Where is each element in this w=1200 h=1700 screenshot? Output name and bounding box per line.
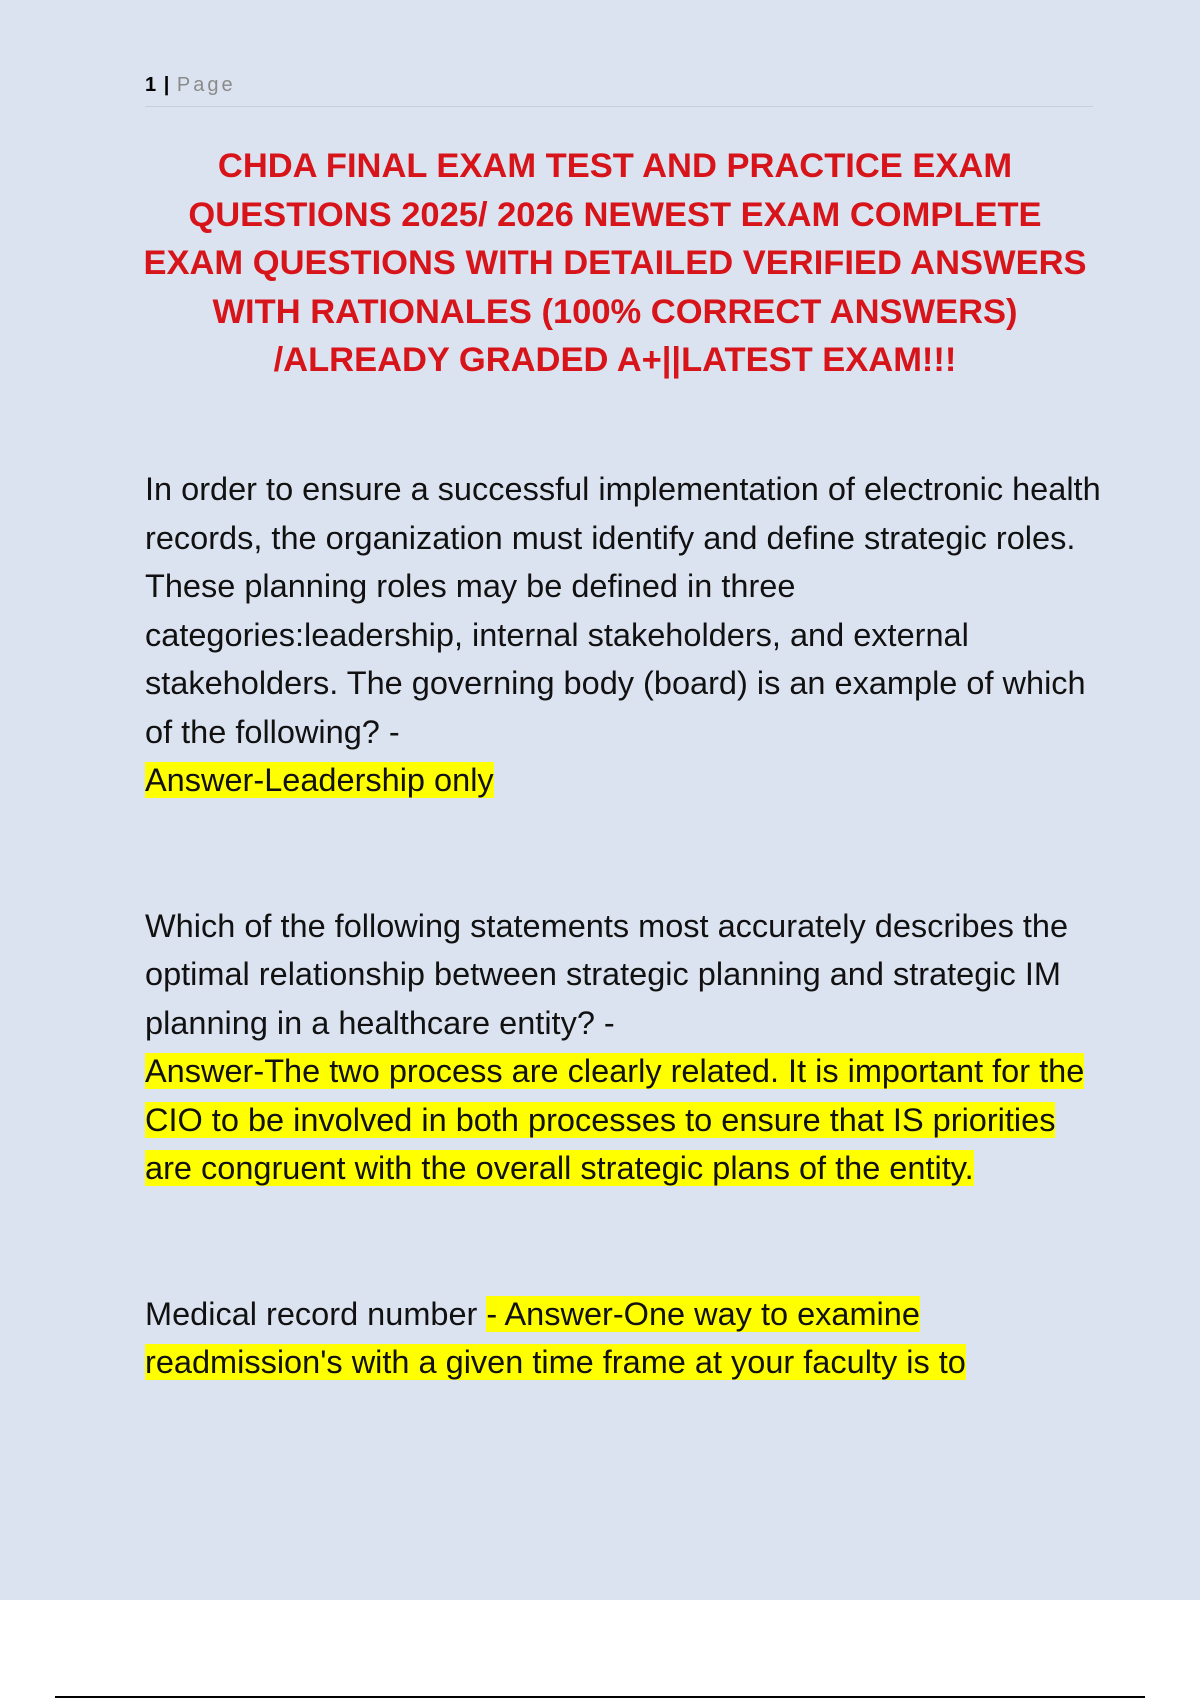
document-title: CHDA FINAL EXAM TEST AND PRACTICE EXAM QUESTIONS 2025/ 2026 NEWEST EXAM COMPLETE EXAM QUESTIONS WITH DETAILED VERIFIED ANSWERS WITH RATIONALES (100% CORRECT ANSWERS) /ALREADY GRADED A+||LATEST EXAM!!! — [143, 147, 1087, 379]
page-number: 1 — [145, 74, 158, 96]
header-divider — [145, 106, 1093, 107]
answer-highlight: - Answer-One way to examine readmission's with a given time frame at your faculty is to — [145, 1295, 966, 1380]
question-text: Medical record number — [145, 1295, 478, 1332]
qa-item — [145, 1290, 1105, 1387]
page-separator: | — [163, 74, 171, 96]
footer-divider — [55, 1696, 1145, 1698]
qa-list — [145, 465, 1105, 1387]
qa-item — [145, 465, 1105, 805]
answer-highlight: Answer-Leadership only — [145, 762, 494, 798]
answer-highlight: Answer-The two process are clearly related. It is important for the CIO to be involved in both processes to ensure that IS priorities are congruent with the overall strategic plans of the entity. — [145, 1053, 1085, 1186]
page-header — [145, 74, 1090, 97]
question-text: In order to ensure a successful implementation of electronic health records, the organization must identify and define strategic roles. These planning roles may be defined in three categories:leadership, internal stakeholders, and external stakeholders. The governing body (board) is an example of which of the following? - — [145, 471, 1101, 750]
question-text: Which of the following statements most accurately describes the optimal relationship between strategic planning and strategic IM planning in a healthcare entity? - — [145, 907, 1069, 1041]
qa-item — [145, 902, 1105, 1193]
page-label: Page — [176, 74, 236, 96]
